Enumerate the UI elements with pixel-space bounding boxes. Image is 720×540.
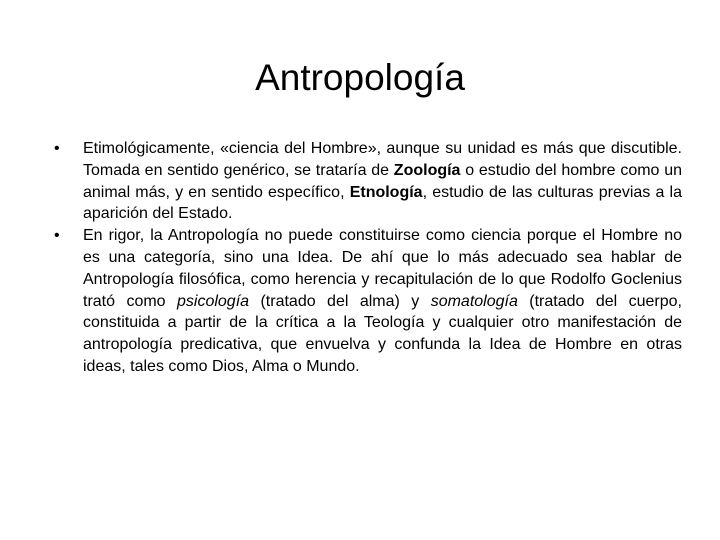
text-segment: , estudio de las culturas previas a la aparición del Estado.: [83, 183, 682, 223]
text-segment: Etimológicamente, «ciencia del Hombre», aunque su unidad es más que discutible. Tomada en sentido genérico, se trataría de: [83, 140, 682, 179]
bullet-item-rigor: [54, 225, 682, 378]
bullet-icon: •: [54, 227, 60, 245]
bullet-item-etimologia: [54, 138, 682, 225]
text-segment: (tratado del cuerpo, constituida a partir de la crítica a la Teología y cualquier otro manifestación de antropología predicativa, que envuelva y confunda la Idea de Hombre en otras ideas, tales como Dios, Alma o Mundo.: [83, 292, 682, 375]
text-segment: En rigor, la Antropología no puede constituirse como ciencia porque el Hombre no es una categoría, sino una Idea. De ahí que lo más adecuado sea hablar de Antropología filosófica, como herencia y recapitulación de lo que Rodolfo Goclenius trató como: [83, 227, 682, 310]
paragraph-text: [83, 140, 682, 222]
term-somatologia: somatología: [430, 292, 518, 310]
text-segment: o estudio del hombre como un animal más, y en sentido específico,: [83, 161, 682, 201]
bullet-icon: •: [54, 140, 60, 157]
term-etnologia: Etnología: [349, 183, 423, 201]
bullet-list: [54, 138, 682, 378]
term-psicologia: psicología: [177, 292, 250, 310]
term-zoologia: Zoología: [393, 161, 461, 179]
paragraph-text: [83, 227, 682, 375]
text-segment: (tratado del alma) y: [249, 292, 431, 310]
slide-title: Antropología: [255, 57, 465, 98]
